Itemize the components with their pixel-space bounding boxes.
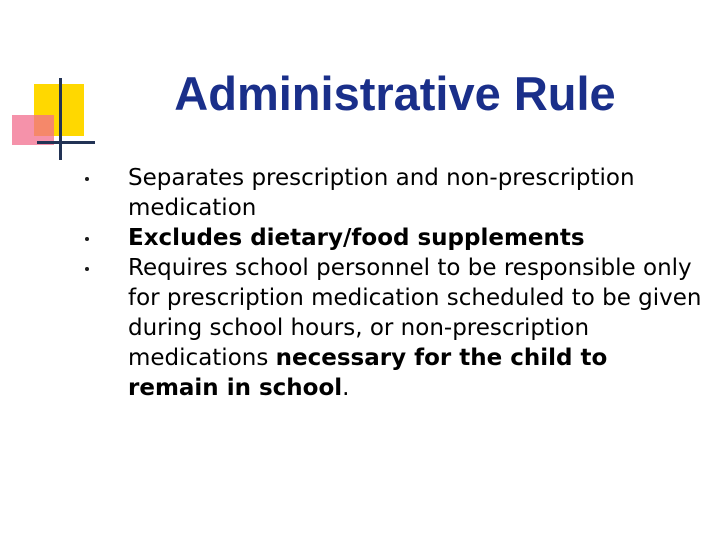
decorative-corner-graphic <box>0 0 110 170</box>
bullet-text: . <box>342 375 350 401</box>
bullet-list <box>82 163 702 403</box>
bullet-dot-icon <box>85 267 89 271</box>
bullet-item <box>82 163 702 223</box>
horizontal-line <box>37 141 95 144</box>
vertical-line <box>59 78 62 160</box>
bullet-text-bold: Excludes dietary/food supplements <box>128 225 585 251</box>
bullet-text: Requires school personnel to be responsible only for prescription medication scheduled to be given during school hours, or non-prescription medications <box>128 255 702 371</box>
bullet-item <box>82 253 702 403</box>
bullet-dot-icon <box>85 177 89 181</box>
slide-title: Administrative Rule <box>174 67 616 120</box>
bullet-item <box>82 223 702 253</box>
bullet-text-bold: necessary for the child to remain in school <box>128 345 608 401</box>
bullet-text: Separates prescription and non-prescription medication <box>128 165 635 221</box>
bullet-dot-icon <box>85 237 89 241</box>
